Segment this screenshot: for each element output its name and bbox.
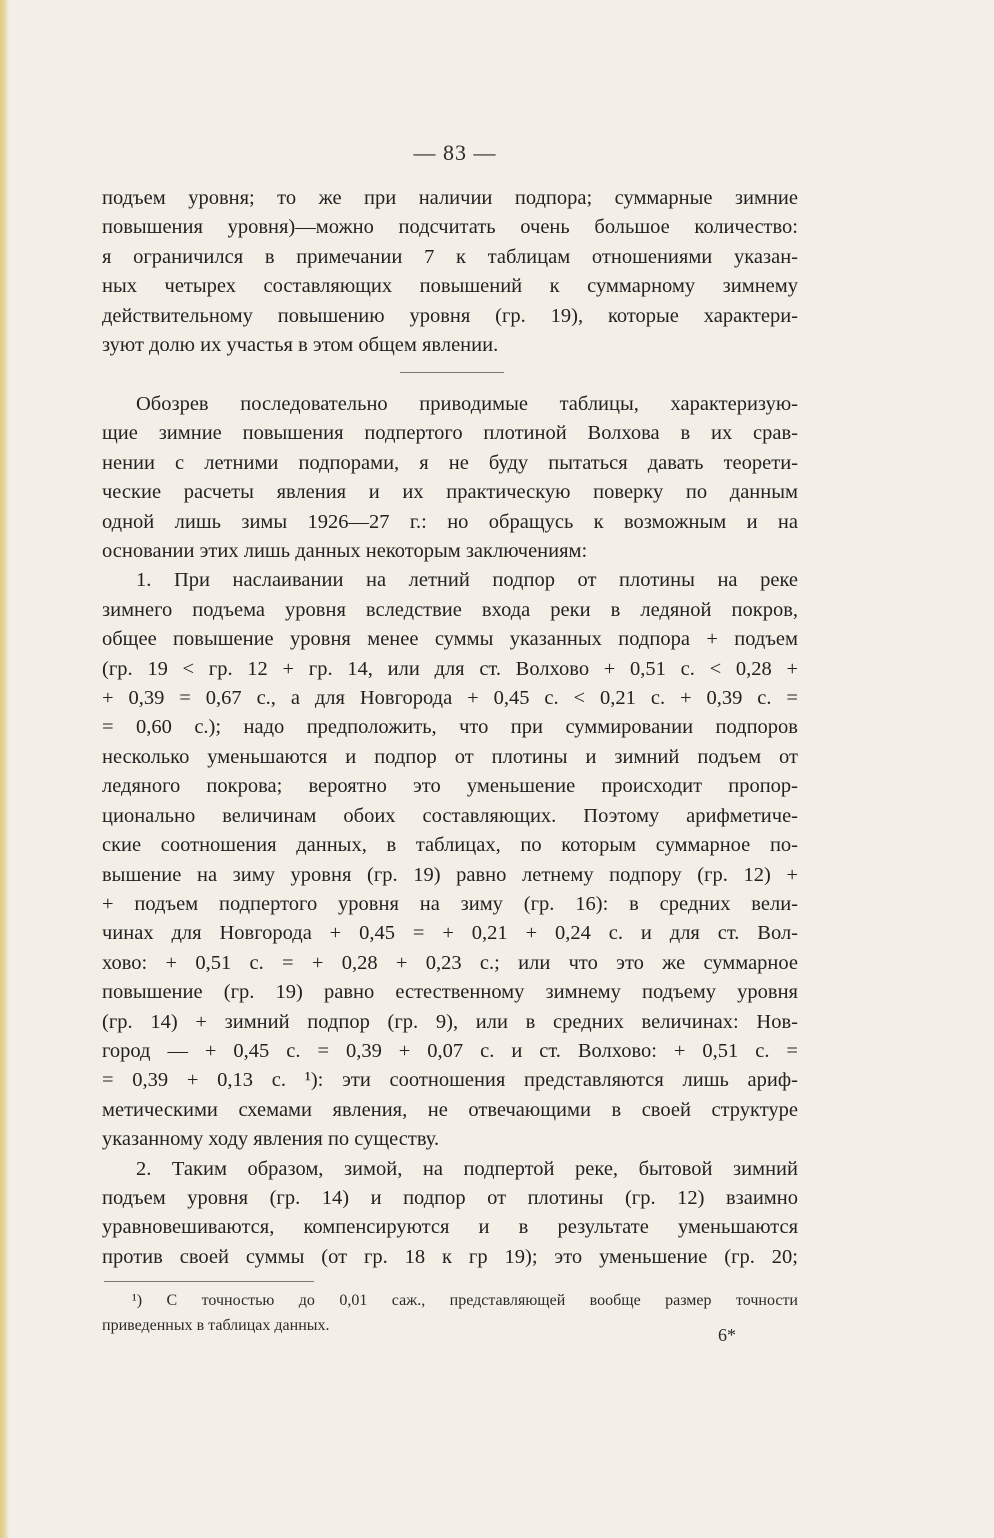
text-line: действительному повышению уровня (гр. 19), которые характери-	[102, 304, 798, 327]
text-line: указанному ходу явления по существу.	[102, 1128, 440, 1151]
text-line: несколько уменьшаются и подпор от плотины и зимний подъем от	[102, 745, 798, 768]
text-line: подъем уровня (гр. 14) и подпор от плотины (гр. 12) взаимно	[102, 1186, 798, 1209]
paragraph-continuation	[102, 184, 798, 360]
text-line: щие зимние повышения подпертого плотиной Волхова в их срав-	[102, 422, 798, 445]
text-line: чинах для Новгорода + 0,45 = + 0,21 + 0,24 с. и для ст. Вол-	[102, 922, 798, 945]
text-line: = 0,39 + 0,13 с. ¹): эти соотношения представляются лишь ариф-	[102, 1069, 798, 1092]
text-line: город — + 0,45 с. = 0,39 + 0,07 с. и ст. Волхово: + 0,51 с. =	[102, 1039, 798, 1062]
text-line: подъем уровня; то же при наличии подпора; суммарные зимние	[102, 187, 798, 209]
text-line: (гр. 19 < гр. 12 + гр. 14, или для ст. Волхово + 0,51 с. < 0,28 +	[102, 657, 798, 680]
text-line: + подъем подпертого уровня на зиму (гр. 16): в средних вели-	[102, 892, 798, 915]
text-line: ных четырех составляющих повышений к суммарному зимнему	[102, 275, 798, 298]
text-line: повышение (гр. 19) равно естественному зимнему подъему уровня	[102, 981, 798, 1004]
footnote-line: приведенных в таблицах данных.	[102, 1317, 330, 1334]
section-divider	[400, 372, 504, 373]
text-line: одной лишь зимы 1926—27 г.: но обращусь к возможным и на	[102, 510, 798, 533]
signature-mark: 6*	[718, 1325, 736, 1345]
text-line: 1. При наслаивании на летний подпор от плотины на реке	[136, 569, 798, 592]
footnote-line: ¹) С точностью до 0,01 саж., представляющей вообще размер точности	[132, 1292, 798, 1309]
text-line: нении с летними подпорами, я не буду пытаться давать теорети-	[102, 451, 798, 474]
page-edge	[0, 0, 9, 1538]
text-line: ские соотношения данных, в таблицах, по которым суммарное по-	[102, 834, 798, 857]
text-line: + 0,39 = 0,67 с., а для Новгорода + 0,45 с. < 0,21 с. + 0,39 с. =	[102, 687, 798, 710]
text-line: против своей суммы (от гр. 18 к гр 19); это уменьшение (гр. 20;	[102, 1245, 798, 1268]
text-line: = 0,60 с.); надо предположить, что при суммировании подпоров	[102, 716, 798, 739]
text-line: ционально величинам обоих составляющих. Поэтому арифметиче-	[102, 804, 798, 827]
text-line: 2. Таким образом, зимой, на подпертой реке, бытовой зимний	[136, 1157, 798, 1180]
footnote-divider	[104, 1281, 314, 1282]
footnote	[102, 1288, 798, 1338]
text-line: вышение на зиму уровня (гр. 19) равно летнему подпору (гр. 12) +	[102, 863, 798, 886]
text-line: основании этих лишь данных некоторым заключениям:	[102, 540, 588, 563]
text-line: зуют долю их участья в этом общем явлении.	[102, 334, 499, 357]
text-line: (гр. 14) + зимний подпор (гр. 9), или в средних величинах: Нов-	[102, 1010, 798, 1033]
text-line: я ограничился в примечании 7 к таблицам отношениями указан-	[102, 245, 798, 268]
text-line: общее повышение уровня менее суммы указанных подпора + подъем	[102, 628, 798, 651]
text-line: метическими схемами явления, не отвечающими в своей структуре	[102, 1098, 798, 1121]
text-line: ческие расчеты явления и их практическую поверку по данным	[102, 481, 798, 504]
text-line: зимнего подъема уровня вследствие входа реки в ледяной покров,	[102, 598, 798, 621]
paragraph-main	[102, 390, 798, 1272]
text-line: Обозрев последовательно приводимые таблицы, характеризую-	[136, 393, 798, 415]
text-line: ледяного покрова; вероятно это уменьшение происходит пропор-	[102, 775, 798, 798]
text-line: повышения уровня)—можно подсчитать очень большое количество:	[102, 216, 798, 239]
page-number: — 83 —	[413, 140, 497, 165]
text-line: хово: + 0,51 с. = + 0,28 + 0,23 с.; или что это же суммарное	[102, 951, 798, 974]
text-line: уравновешиваются, компенсируются и в результате уменьшаются	[102, 1216, 798, 1239]
